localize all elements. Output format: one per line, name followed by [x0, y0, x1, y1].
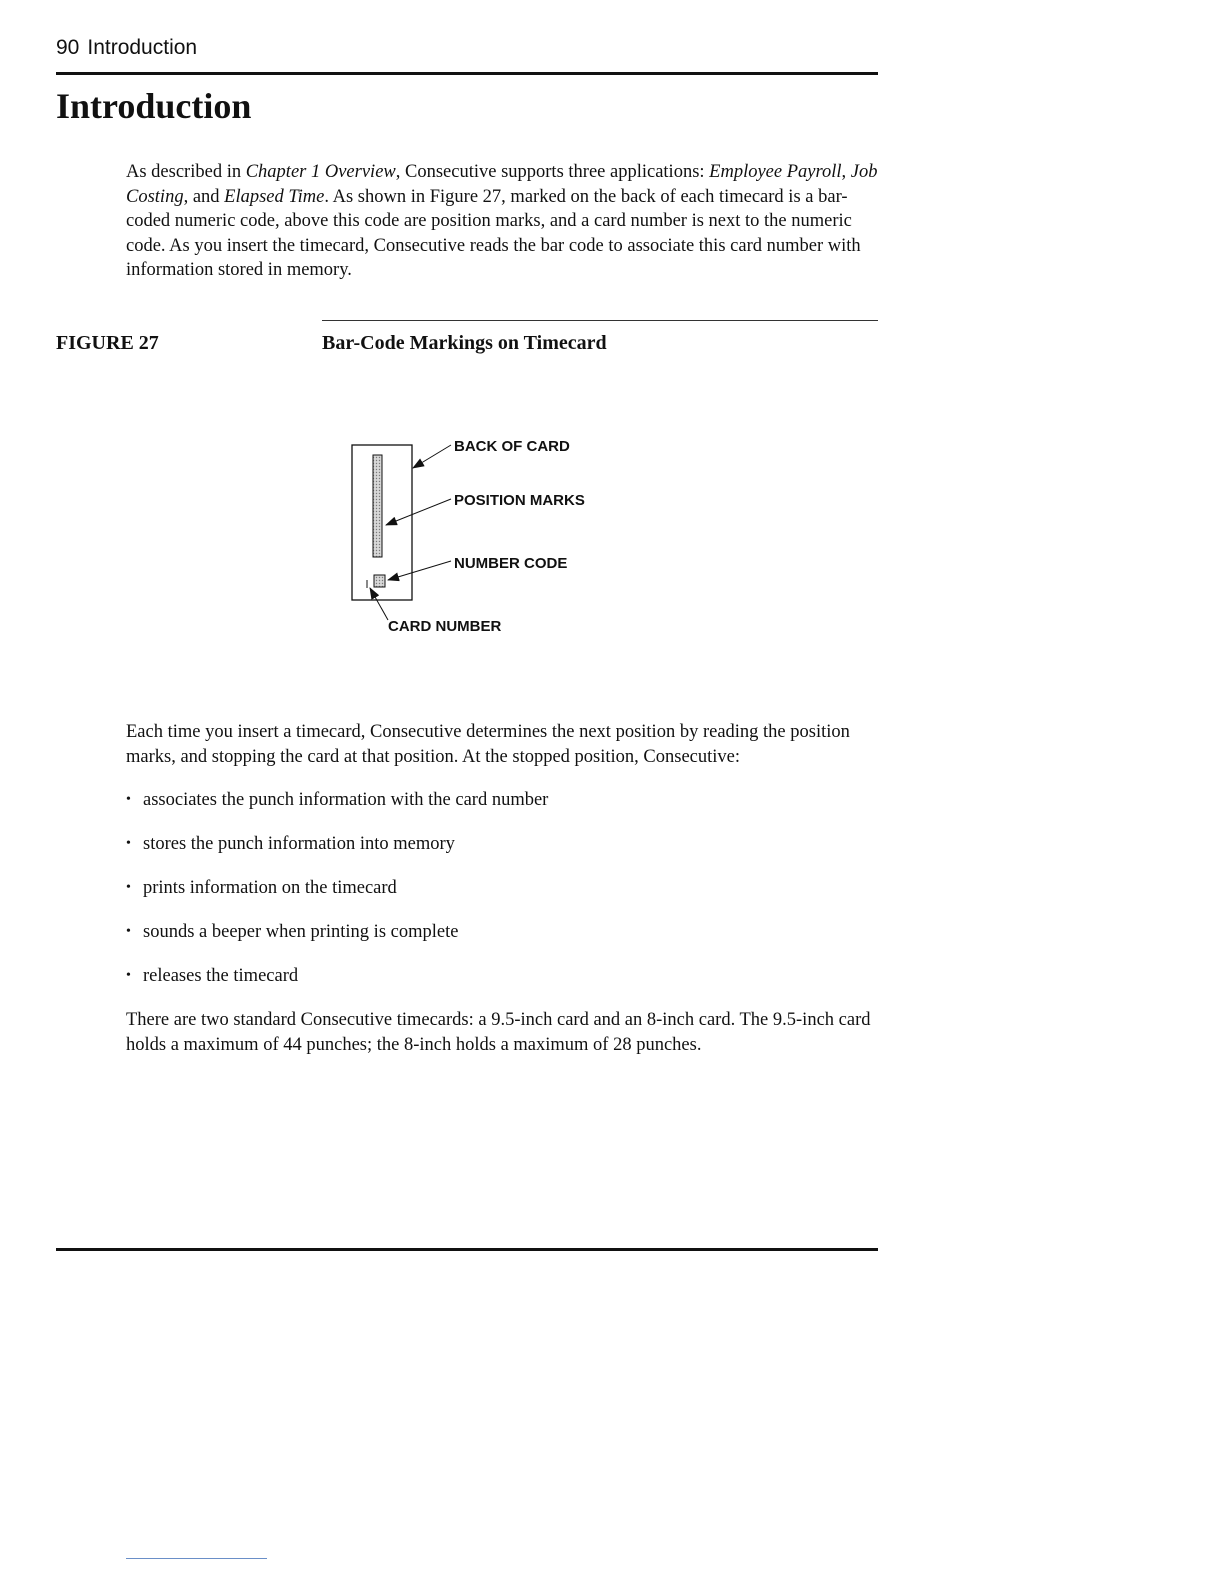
app-elapsed-time: Elapsed Time: [224, 186, 325, 207]
position-marks-strip: [373, 455, 382, 557]
position-marks-label: POSITION MARKS: [454, 492, 585, 509]
list-item: • prints information on the timecard: [126, 876, 882, 920]
chapter-reference: Chapter 1 Overview: [245, 162, 396, 182]
figure-title: Bar-Code Markings on Timecard: [322, 332, 607, 354]
intro-text-2: , Consecutive supports three applications:: [395, 162, 710, 182]
timecard-diagram: [330, 420, 650, 650]
intro-text-1: As described in: [126, 162, 246, 182]
steps-list: [126, 788, 882, 1008]
intro-separator-1: ,: [841, 162, 851, 182]
app-job-costing: Job Costing: [126, 162, 878, 207]
closing-paragraph: There are two standard Consecutive timecards: a 9.5-inch card and an 8-inch card. The 9.5-inch card holds a maximum of 44 punches; the 8-inch holds a maximum of 28 punches.: [126, 1010, 871, 1055]
figure-rule: [322, 320, 878, 321]
intro-text-3: . As shown in Figure 27, marked on the back of each timecard is a bar-coded numeric code, above this code are position marks, and a card number is next to the numeric code. As you insert the timecard, Consecutive reads the bar code to associate this card number with information stored in memory.: [126, 186, 861, 280]
back-of-card-arrow: [413, 445, 451, 468]
header-rule: [56, 72, 878, 75]
intro-paragraph: [126, 160, 882, 283]
app-employee-payroll: Employee Payroll: [709, 162, 842, 182]
page-title: Introduction: [56, 86, 252, 126]
intro-separator-2: , and: [183, 186, 225, 207]
number-code-box: [374, 575, 385, 587]
running-header: [56, 36, 197, 60]
page-number: 90: [56, 36, 80, 59]
footnote-rule: [126, 1558, 267, 1559]
list-item: • associates the punch information with the card number: [126, 788, 882, 832]
timecard-diagram-svg: [330, 420, 650, 650]
footer-rule: [56, 1248, 878, 1251]
card-number-label: CARD NUMBER: [388, 618, 502, 635]
figure-label: FIGURE 27: [56, 332, 159, 354]
back-of-card-label: BACK OF CARD: [454, 438, 570, 455]
number-code-label: NUMBER CODE: [454, 555, 568, 572]
list-item: • sounds a beeper when printing is complete: [126, 920, 882, 964]
list-item: • stores the punch information into memory: [126, 832, 882, 876]
running-section-title: Introduction: [87, 36, 198, 59]
process-paragraph: Each time you insert a timecard, Consecutive determines the next position by reading the position marks, and stopping the card at that position. At the stopped position, Consecutive:: [126, 722, 850, 767]
list-item: • releases the timecard: [126, 964, 882, 1008]
